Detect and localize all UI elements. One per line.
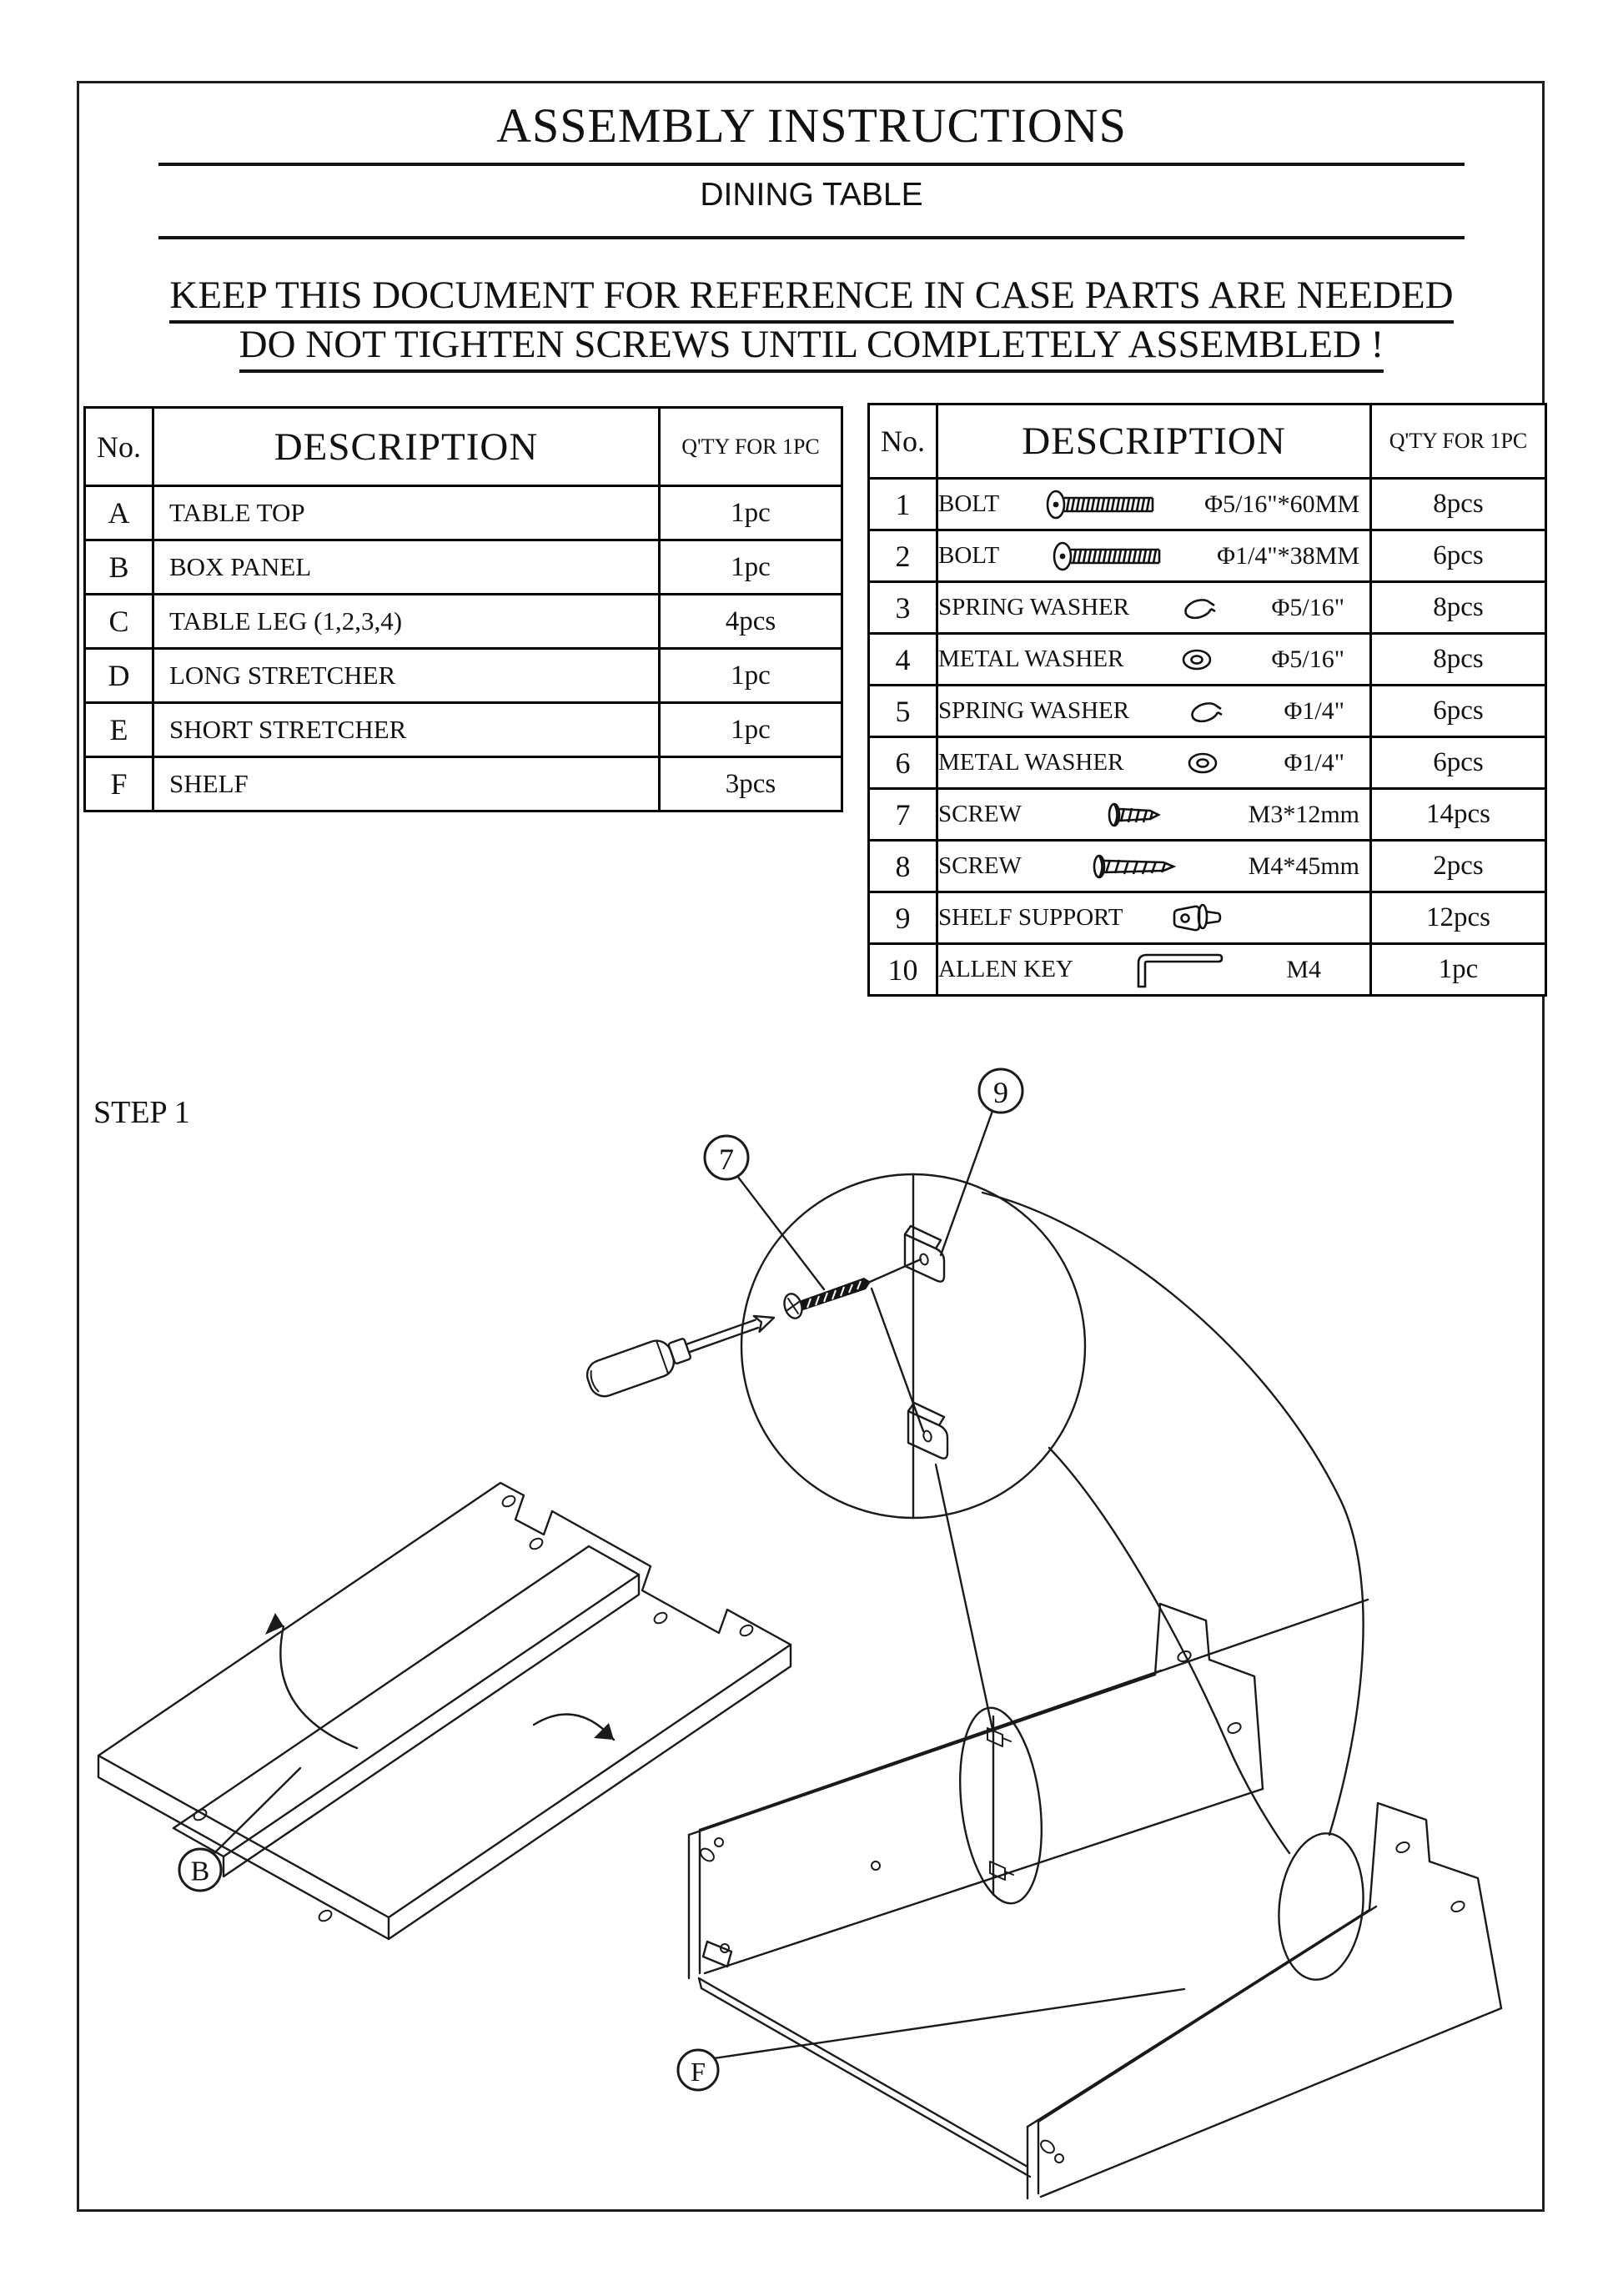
- hw-qty: 6pcs: [1371, 737, 1546, 789]
- hw-name: SCREW: [938, 801, 1022, 827]
- hw-qty: 8pcs: [1371, 582, 1546, 634]
- hw-size: Φ5/16": [1271, 593, 1344, 621]
- parts-col-description: DESCRIPTION: [153, 408, 660, 486]
- hw-no: 3: [869, 582, 937, 634]
- callout-shelf-support-label: 9: [993, 1076, 1008, 1109]
- part-qty: 1pc: [660, 703, 842, 757]
- support-location-left: [950, 1703, 1052, 1908]
- warning-line-2: DO NOT TIGHTEN SCREWS UNTIL COMPLETELY ASSEMBLED !: [0, 322, 1623, 373]
- hw-qty: 2pcs: [1371, 841, 1546, 892]
- part-description: SHORT STRETCHER: [153, 703, 660, 757]
- hw-qty: 1pc: [1371, 944, 1546, 996]
- hw-name: ALLEN KEY: [938, 956, 1073, 982]
- part-no: A: [85, 486, 153, 540]
- panel-holes: [192, 1494, 754, 1923]
- screwdriver: [583, 1300, 780, 1400]
- rotate-arrow-right: [534, 1715, 614, 1740]
- part-qty: 1pc: [660, 649, 842, 703]
- part-qty: 1pc: [660, 540, 842, 595]
- part-description: TABLE TOP: [153, 486, 660, 540]
- warning-line-1: KEEP THIS DOCUMENT FOR REFERENCE IN CASE PARTS ARE NEEDED: [0, 273, 1623, 324]
- hw-no: 10: [869, 944, 937, 996]
- hw-no: 2: [869, 530, 937, 582]
- hw-no: 5: [869, 686, 937, 737]
- page-title: ASSEMBLY INSTRUCTIONS: [496, 98, 1127, 153]
- hw-qty: 12pcs: [1371, 892, 1546, 944]
- hw-col-description: DESCRIPTION: [937, 404, 1371, 479]
- part-description: BOX PANEL: [153, 540, 660, 595]
- part-no: F: [85, 757, 153, 811]
- hw-size: Φ5/16": [1271, 645, 1344, 673]
- hw-name: SPRING WASHER: [938, 697, 1130, 724]
- hw-no: 1: [869, 479, 937, 530]
- hw-name: SCREW: [938, 852, 1022, 879]
- part-qty: 3pcs: [660, 757, 842, 811]
- shelf-support-upper: [905, 1226, 944, 1282]
- parts-col-qty: Q'TY FOR 1PC: [660, 408, 842, 486]
- step-label: STEP 1: [93, 1095, 190, 1130]
- hw-qty: 8pcs: [1371, 479, 1546, 530]
- part-qty: 4pcs: [660, 595, 842, 649]
- hw-size: M4*45mm: [1248, 852, 1359, 880]
- hw-size: M4: [1286, 955, 1321, 983]
- hw-no: 7: [869, 789, 937, 841]
- box-panel-drawing: [98, 1483, 791, 1939]
- hw-size: Φ1/4": [1284, 696, 1344, 725]
- part-description: SHELF: [153, 757, 660, 811]
- hw-no: 4: [869, 634, 937, 686]
- hw-qty: 6pcs: [1371, 686, 1546, 737]
- hw-size: Φ1/4"*38MM: [1217, 541, 1359, 570]
- hw-col-qty: Q'TY FOR 1PC: [1371, 404, 1546, 479]
- hw-qty: 8pcs: [1371, 634, 1546, 686]
- part-description: TABLE LEG (1,2,3,4): [153, 595, 660, 649]
- callout-screw-label: 7: [719, 1143, 734, 1176]
- hw-size: Φ1/4": [1284, 748, 1344, 776]
- hw-qty: 6pcs: [1371, 530, 1546, 582]
- hw-name: BOLT: [938, 490, 1000, 517]
- part-no: C: [85, 595, 153, 649]
- hw-name: SHELF SUPPORT: [938, 904, 1123, 931]
- shelf-box-drawing: [678, 1600, 1501, 2198]
- callout-box-panel-label: B: [190, 1856, 210, 1887]
- screw-drawing: [781, 1278, 871, 1320]
- part-no: B: [85, 540, 153, 595]
- support-location-right: [1272, 1829, 1370, 1983]
- part-description: LONG STRETCHER: [153, 649, 660, 703]
- hw-size: M3*12mm: [1248, 800, 1359, 828]
- parts-col-no: No.: [85, 408, 153, 486]
- hw-qty: 14pcs: [1371, 789, 1546, 841]
- part-no: E: [85, 703, 153, 757]
- hw-no: 8: [869, 841, 937, 892]
- page-subtitle: DINING TABLE: [700, 177, 923, 213]
- hw-no: 9: [869, 892, 937, 944]
- hw-name: SPRING WASHER: [938, 594, 1130, 620]
- hw-size: Φ5/16"*60MM: [1204, 490, 1359, 518]
- hw-col-no: No.: [869, 404, 937, 479]
- part-no: D: [85, 649, 153, 703]
- hw-name: BOLT: [938, 542, 1000, 569]
- hw-name: METAL WASHER: [938, 749, 1124, 776]
- hw-no: 6: [869, 737, 937, 789]
- part-qty: 1pc: [660, 486, 842, 540]
- callout-shelf-label: F: [691, 2057, 706, 2087]
- hw-name: METAL WASHER: [938, 646, 1124, 672]
